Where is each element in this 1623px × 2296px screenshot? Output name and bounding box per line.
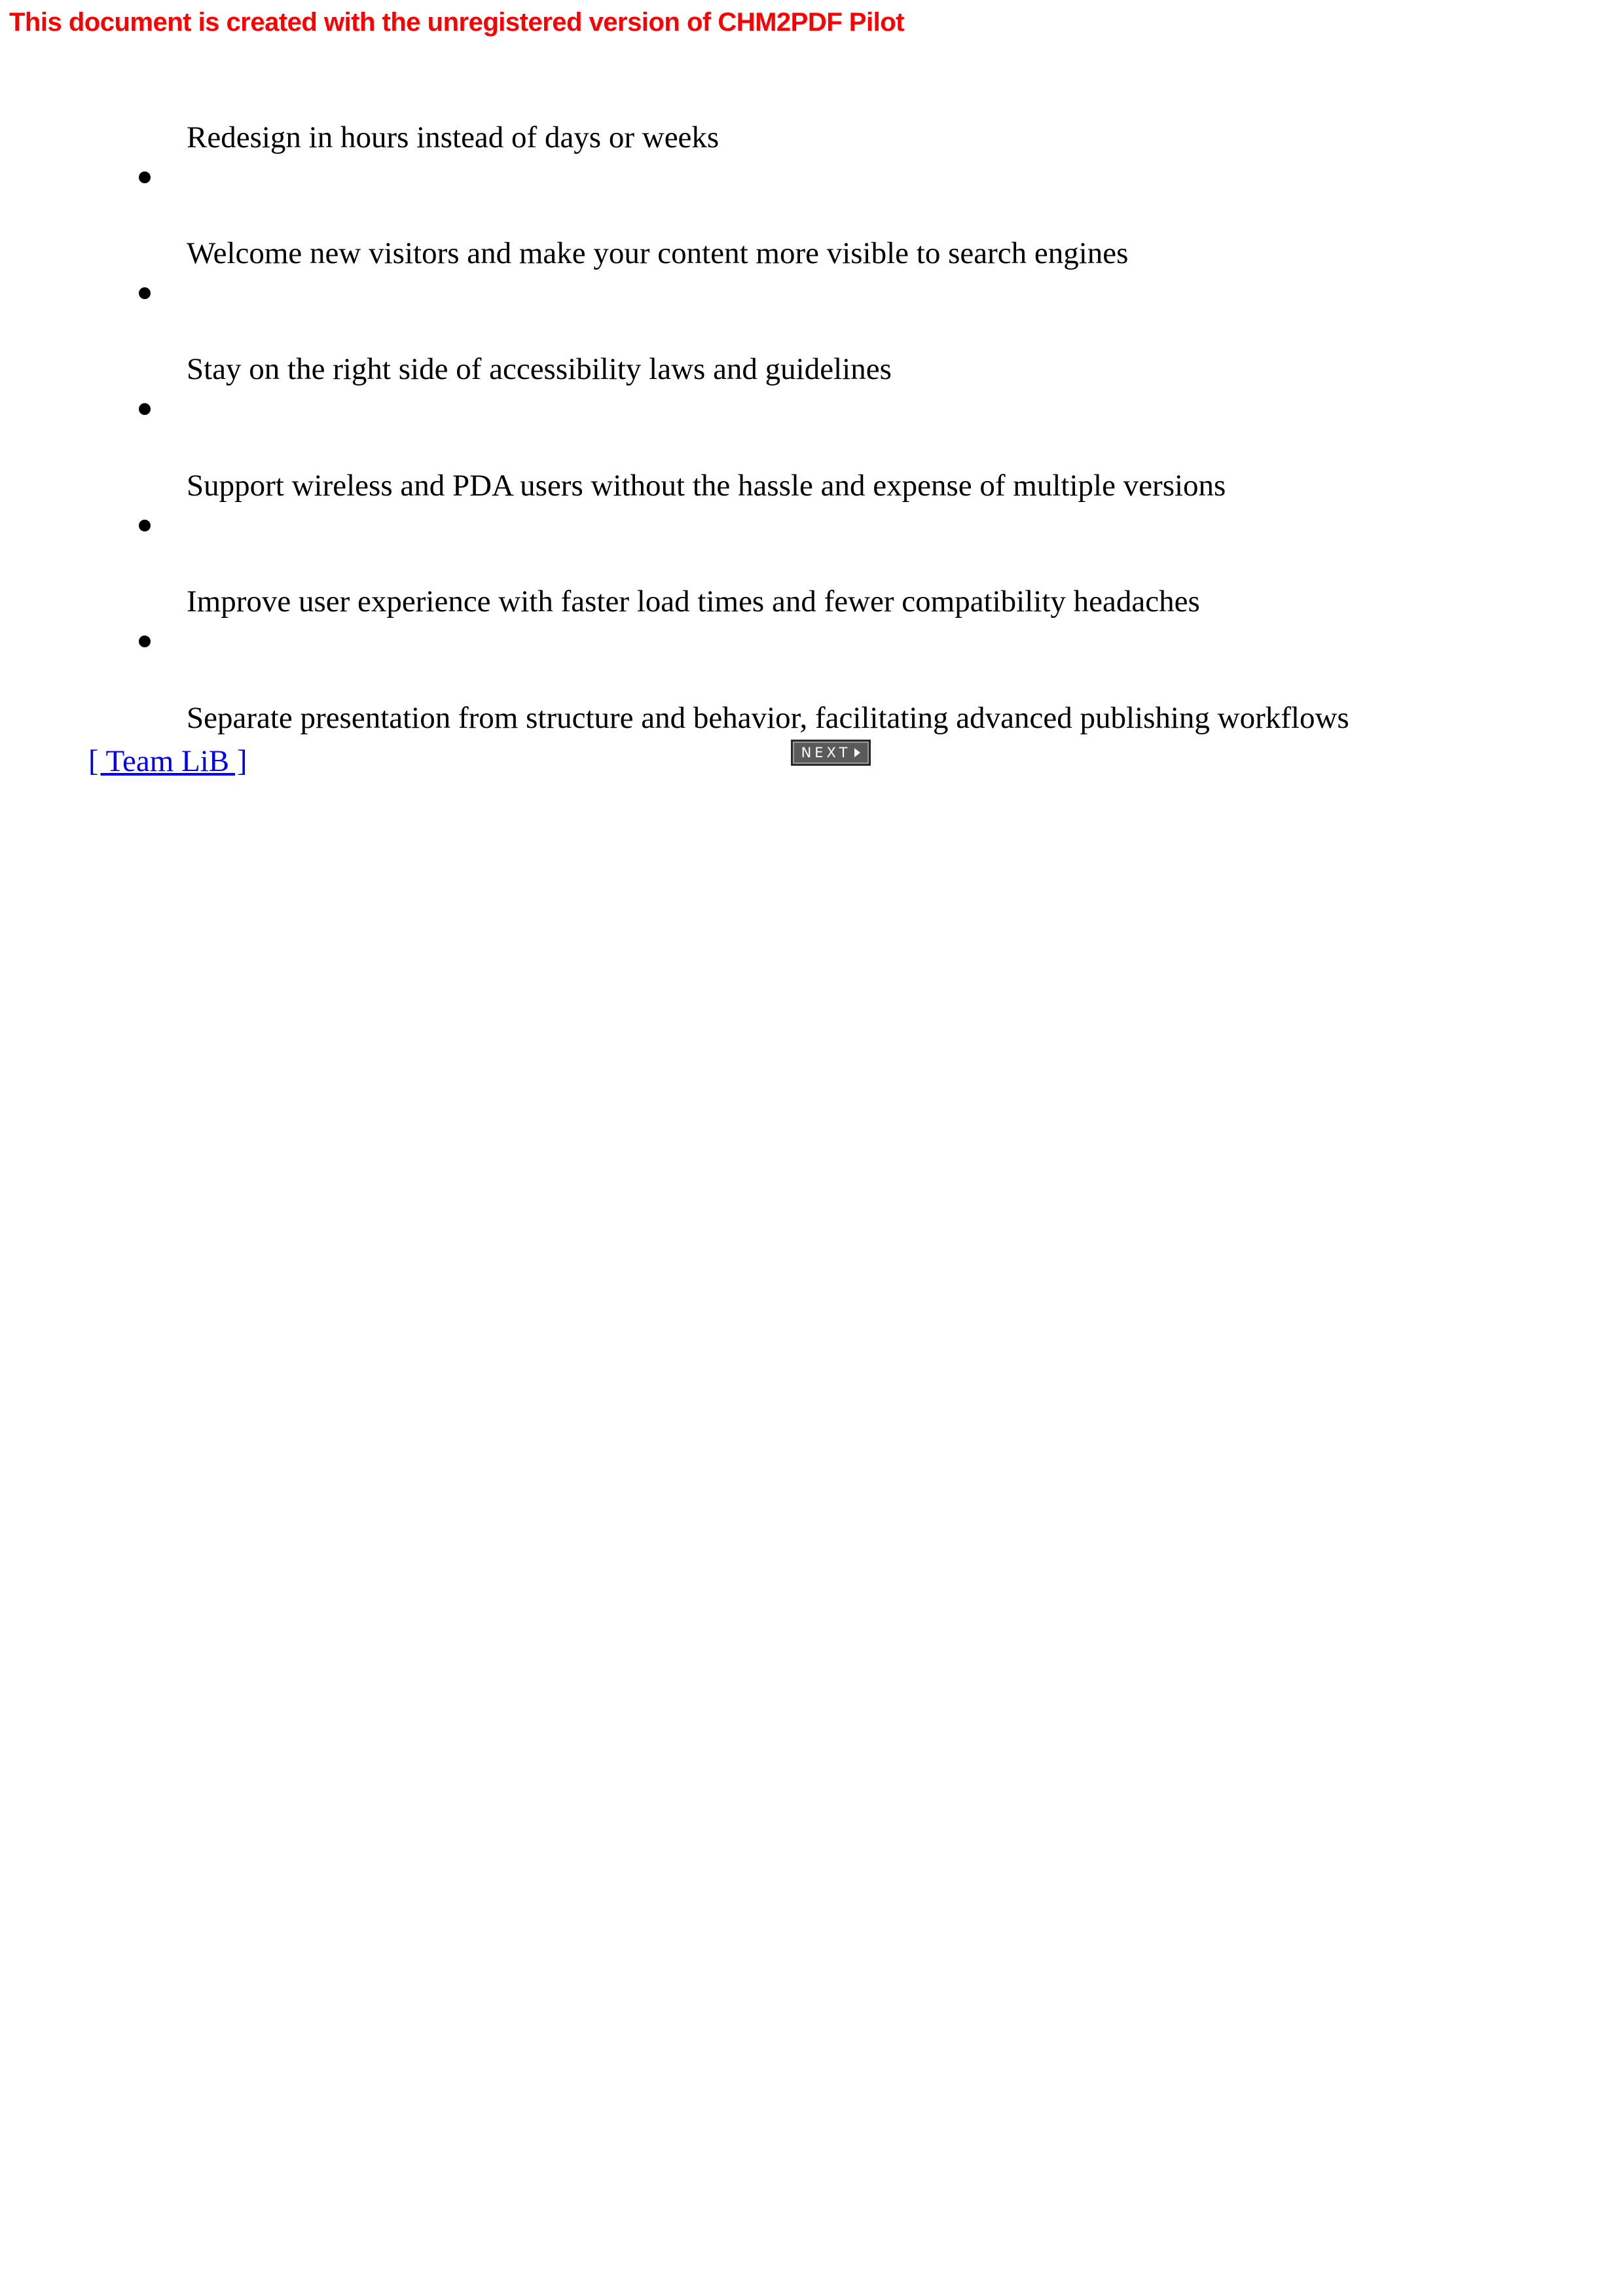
next-label: NEXT xyxy=(801,744,851,761)
next-button[interactable] xyxy=(791,740,871,766)
list-item-text: Improve user experience with faster load times and fewer compatibility headaches xyxy=(187,584,1200,619)
list-item-text: Welcome new visitors and make your content more visible to search engines xyxy=(187,236,1129,270)
right-triangle-icon xyxy=(854,748,860,757)
bullet-icon xyxy=(139,520,151,531)
list-item-text: Separate presentation from structure and behavior, facilitating advanced publishing workflows xyxy=(187,701,1349,735)
team-lib-link[interactable]: [ Team LiB ] xyxy=(88,744,247,778)
bullet-icon xyxy=(139,403,151,415)
list-item-text: Support wireless and PDA users without the hassle and expense of multiple versions xyxy=(187,469,1226,503)
unregistered-watermark: This document is created with the unregistered version of CHM2PDF Pilot xyxy=(9,8,904,37)
bullet-icon xyxy=(139,171,151,183)
list-item-text: Redesign in hours instead of days or weeks xyxy=(187,120,720,154)
bullet-icon xyxy=(139,287,151,299)
bullet-icon xyxy=(139,636,151,647)
list-item-text: Stay on the right side of accessibility laws and guidelines xyxy=(187,352,892,386)
